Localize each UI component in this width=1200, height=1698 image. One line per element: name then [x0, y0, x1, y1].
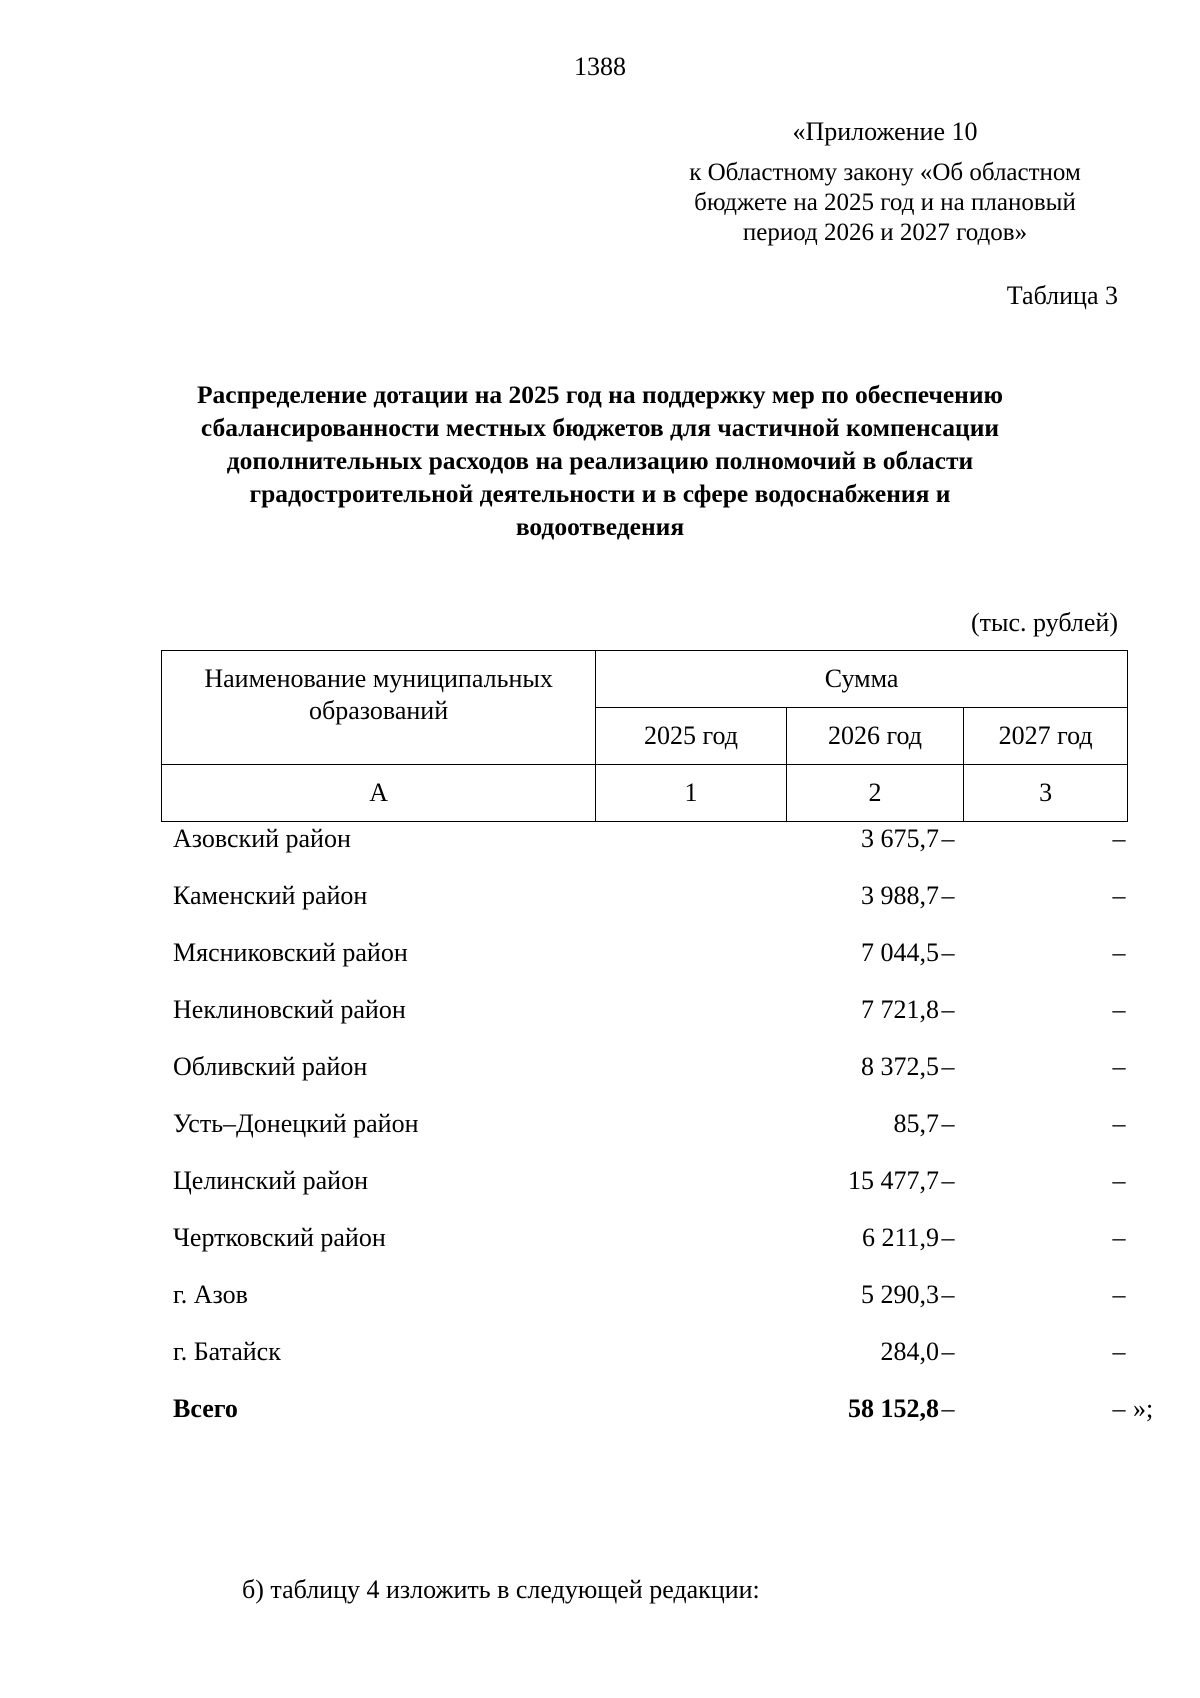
table-label: Таблица 3 [1006, 281, 1118, 310]
value-2026: – [941, 1166, 955, 1195]
value-2027: – [1112, 1223, 1126, 1252]
table-row [161, 824, 1161, 881]
heading-line: водоотведения [515, 512, 685, 541]
value-2025: 15 477,7 [848, 1166, 939, 1195]
table-row [161, 1280, 1161, 1337]
instruction-text: б) таблицу 4 изложить в следующей редакции: [242, 1575, 760, 1604]
value-2025: 6 211,9 [861, 1223, 939, 1252]
value-2026: – [941, 995, 955, 1024]
municipality-name: Азовский район [173, 824, 351, 853]
page-number: 1388 [574, 52, 626, 81]
heading-line: сбалансированности местных бюджетов для частичной компенсации [200, 413, 1000, 442]
heading-line: градостроительной деятельности и в сфере водоснабжения и [249, 479, 951, 508]
municipality-name: Неклиновский район [173, 995, 406, 1024]
sum-column-header: Сумма [596, 651, 1128, 708]
value-2027: – [1112, 824, 1126, 853]
table-row [161, 938, 1161, 995]
total-value-2027: – [1112, 1394, 1126, 1423]
closing-quote: »; [1133, 1394, 1154, 1423]
value-2026: – [941, 824, 955, 853]
value-2027: – [1112, 1280, 1126, 1309]
value-2026: – [941, 938, 955, 967]
column-code-2: 2 [786, 765, 964, 822]
value-2026: – [941, 1223, 955, 1252]
value-2025: 7 721,8 [861, 995, 939, 1024]
table-row [161, 1223, 1161, 1280]
municipality-name: Усть–Донецкий район [173, 1109, 419, 1138]
year-2027-header: 2027 год [964, 708, 1128, 765]
value-2026: – [941, 1109, 955, 1138]
year-2026-header: 2026 год [786, 708, 964, 765]
value-2026: – [941, 1337, 955, 1366]
name-column-header-line: образований [309, 696, 449, 725]
table-row [161, 1337, 1161, 1394]
municipality-name: г. Азов [173, 1280, 248, 1309]
value-2025: 3 675,7 [861, 824, 939, 853]
table-header [161, 650, 1128, 822]
municipality-name: г. Батайск [173, 1337, 281, 1366]
document-heading [150, 378, 1050, 543]
appendix-title: «Приложение 10 [792, 117, 978, 146]
value-2026: – [941, 1052, 955, 1081]
column-code-3: 3 [964, 765, 1128, 822]
heading-line: Распределение дотации на 2025 год на поддержку мер по обеспечению [196, 380, 1004, 409]
year-2025-header: 2025 год [596, 708, 787, 765]
value-2026: – [941, 881, 955, 910]
unit-note: (тыс. рублей) [970, 608, 1118, 637]
municipality-name: Обливский район [173, 1052, 368, 1081]
table-row [161, 1166, 1161, 1223]
value-2027: – [1112, 1052, 1126, 1081]
name-column-header [162, 651, 596, 765]
table-row [161, 1052, 1161, 1109]
value-2026: – [941, 1280, 955, 1309]
table-row [161, 995, 1161, 1052]
value-2027: – [1112, 1337, 1126, 1366]
appendix-reference-line: бюджете на 2025 год и на плановый [694, 189, 1076, 216]
value-2025: 3 988,7 [861, 881, 939, 910]
value-2027: – [1112, 995, 1126, 1024]
municipality-name: Каменский район [173, 881, 368, 910]
appendix-reference [650, 158, 1120, 248]
value-2025: 8 372,5 [861, 1052, 939, 1081]
municipality-name: Чертковский район [173, 1223, 386, 1252]
value-2025: 85,7 [893, 1109, 939, 1138]
total-value-2026: – [941, 1394, 955, 1423]
value-2027: – [1112, 1109, 1126, 1138]
value-2025: 7 044,5 [861, 938, 939, 967]
value-2025: 284,0 [880, 1337, 939, 1366]
total-value-2025: 58 152,8 [848, 1394, 939, 1423]
name-column-header-line: Наименование муниципальных [204, 664, 553, 693]
appendix-reference-line: период 2026 и 2027 годов» [742, 219, 1028, 246]
total-label: Всего [173, 1394, 238, 1423]
table-row [161, 1109, 1161, 1166]
heading-line: дополнительных расходов на реализацию полномочий в области [226, 446, 974, 475]
total-row [161, 1394, 1161, 1451]
value-2027: – [1112, 938, 1126, 967]
table-body [161, 824, 1161, 1451]
value-2027: – [1112, 881, 1126, 910]
column-code-a: А [162, 765, 596, 822]
appendix-reference-line: к Областному закону «Об областном [689, 159, 1081, 186]
municipality-name: Мясниковский район [173, 938, 408, 967]
table-row [161, 881, 1161, 938]
column-code-1: 1 [596, 765, 787, 822]
value-2025: 5 290,3 [861, 1280, 939, 1309]
value-2027: – [1112, 1166, 1126, 1195]
municipality-name: Целинский район [173, 1166, 368, 1195]
